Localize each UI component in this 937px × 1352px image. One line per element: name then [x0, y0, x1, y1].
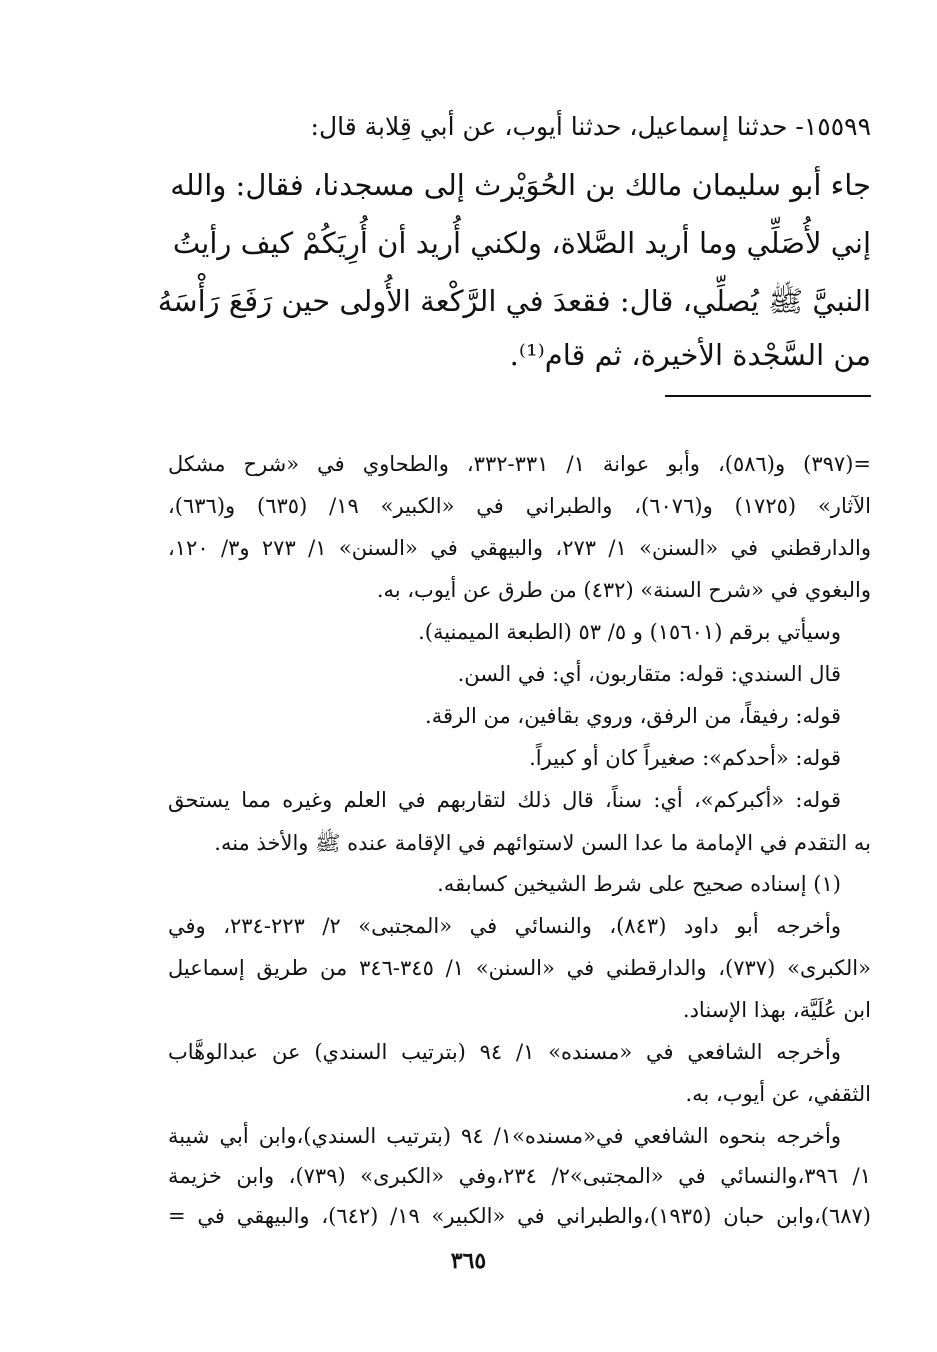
footnote-line: الثقفي، عن أيوب، به. — [685, 1082, 871, 1106]
hadith-line-3: النبيَّ ﷺ يُصلِّي، قال: فقعدَ في الرَّكْعة الأُولى حين رَفَعَ رَأْسَهُ — [157, 284, 871, 318]
footnote-line: وأخرجه أبو داود (٨٤٣)، والنسائي في «المجتبى» ٢/ ٢٢٣-٢٣٤، وفي — [168, 914, 841, 938]
footnote-line: قوله: رفيقاً، من الرفق، وروي بقافين، من الرقة. — [425, 704, 841, 728]
footnote-line: والدارقطني في «السنن» ١/ ٢٧٣، والبيهقي في «السنن» ١/ ٢٧٣ و٣/ ١٢٠، — [168, 536, 871, 560]
footnote-separator — [665, 395, 871, 397]
footnote-line: (١) إسناده صحيح على شرط الشيخين كسابقه. — [437, 872, 841, 896]
footnote-line: الآثار» (١٧٢٥) و(٦٠٧٦)، والطبراني في «الكبير» ١٩/ (٦٣٥) و(٦٣٦)، — [168, 494, 872, 518]
hadith-line-1: جاء أبو سليمان مالك بن الحُوَيْرث إلى مسجدنا، فقال: والله — [170, 168, 871, 202]
footnote-line: وسيأتي برقم (١٥٦٠١) و ٥/ ٥٣ (الطبعة الميمنية). — [418, 620, 841, 644]
footnote-line: ابن عُلَيَّة، بهذا الإسناد. — [682, 998, 871, 1022]
footnote-line: قوله: «أحدكم»: صغيراً كان أو كبيراً. — [529, 746, 841, 770]
footnote-line: «الكبرى» (٧٣٧)، والدارقطني في «السنن» ١/ ٣٤٥-٣٤٦ من طريق إسماعيل — [168, 956, 871, 980]
footnote-line: به التقدم في الإمامة ما عدا السن لاستوائهم في الإقامة عنده ﷺ والأخذ منه. — [214, 831, 871, 855]
footnote-line: =(٣٩٧) و(٥٨٦)، وأبو عوانة ١/ ٣٣١-٣٣٢، والطحاوي في «شرح مشكل — [168, 452, 872, 476]
footnote-line: وأخرجه الشافعي في «مسنده» ١/ ٩٤ (بترتيب السندي) عن عبدالوهَّاب — [168, 1040, 841, 1064]
hadith-header: ١٥٥٩٩- حدثنا إسماعيل، حدثنا أيوب، عن أبي قِلابة قال: — [310, 112, 871, 141]
footnote-line: وأخرجه بنحوه الشافعي في«مسنده»١/ ٩٤ (بترتيب السندي)،وابن أبي شيبة — [168, 1124, 841, 1148]
footnote-line: والبغوي في «شرح السنة» (٤٣٢) من طرق عن أيوب، به. — [376, 578, 871, 602]
footnote-line: (٦٨٧)،وابن حبان (١٩٣٥)،والطبراني في «الكبير» ١٩/ (٦٤٢)، والبيهقي في = — [168, 1204, 871, 1228]
footnote-line: ١/ ٣٩٦،والنسائي في «المجتبى»٢/ ٢٣٤،وفي «الكبرى» (٧٣٩)، وابن خزيمة — [168, 1164, 871, 1188]
hadith-line-2: إني لأُصَلِّي وما أريد الصَّلاة، ولكني أُريد أن أُرِيَكُمْ كيف رأيتُ — [172, 226, 871, 260]
footnote-line: قوله: «أكبركم»، أي: سناً، قال ذلك لتقاربهم في العلم وغيره مما يستحق — [168, 788, 841, 812]
footnote-line: قال السندي: قوله: متقاربون، أي: في السن. — [457, 662, 841, 686]
hadith-line-4: من السَّجْدة الأخيرة، ثم قام⁽¹⁾. — [509, 338, 871, 372]
page-number: ٣٦٥ — [450, 1248, 487, 1274]
